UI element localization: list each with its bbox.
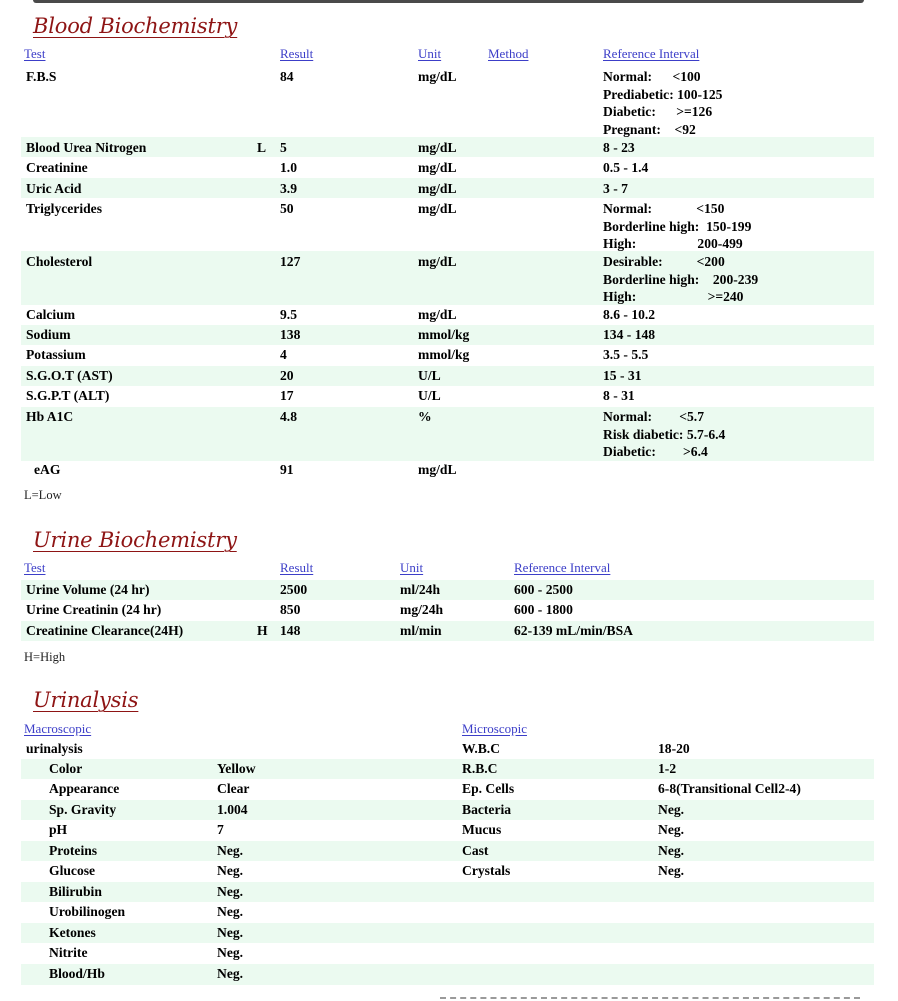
test-name: Calcium: [26, 307, 76, 322]
macro-name: Proteins: [49, 843, 98, 858]
test-name: Potassium: [26, 347, 86, 362]
macro-value: Neg.: [217, 904, 244, 919]
table-row: [21, 137, 874, 157]
macro-value: Neg.: [217, 884, 244, 899]
table-row: [21, 305, 874, 325]
unit: mg/dL: [418, 140, 457, 155]
result-value: 4: [280, 347, 287, 362]
reference-interval: 8.6 - 10.2: [603, 307, 656, 322]
result-value: 50: [280, 201, 294, 216]
reference-interval: 3 - 7: [603, 181, 628, 196]
reference-interval: Normal: <5.7 Risk diabetic: 5.7-6.4 Diabetic: >6.4: [603, 409, 726, 459]
table-row: [21, 157, 874, 178]
macroscopic-header: Macroscopic: [24, 721, 92, 736]
test-name: Hb A1C: [26, 409, 74, 424]
unit: ml/24h: [400, 582, 441, 597]
macro-name: Blood/Hb: [49, 966, 105, 981]
macro-name: Color: [49, 761, 83, 776]
test-name: Triglycerides: [26, 201, 102, 216]
micro-name: Ep. Cells: [462, 781, 515, 796]
result-value: 5: [280, 140, 287, 155]
micro-value: 6-8(Transitional Cell2-4): [658, 781, 801, 796]
unit: mmol/kg: [418, 347, 470, 362]
result-value: 1.0: [280, 160, 297, 175]
test-name: Cholesterol: [26, 254, 93, 269]
table-row: [21, 580, 874, 600]
unit: U/L: [418, 388, 441, 403]
reference-interval: 8 - 31: [603, 388, 635, 403]
unit: U/L: [418, 368, 441, 383]
test-name: Urine Creatinin (24 hr): [26, 602, 162, 617]
result-value: 2500: [280, 582, 308, 597]
micro-value: 18-20: [658, 741, 690, 756]
micro-value: Neg.: [658, 802, 685, 817]
flag: H: [257, 623, 268, 638]
result-value: 127: [280, 254, 301, 269]
result-value: 84: [280, 69, 294, 84]
macro-value: 1.004: [217, 802, 248, 817]
macro-name: Bilirubin: [49, 884, 102, 899]
macro-value: Neg.: [217, 843, 244, 858]
result-value: 850: [280, 602, 301, 617]
result-value: 4.8: [280, 409, 297, 424]
micro-value: Neg.: [658, 863, 685, 878]
test-name: Sodium: [26, 327, 71, 342]
unit: mg/dL: [418, 254, 457, 269]
urinalysis-title: Urinalysis: [33, 688, 139, 712]
macro-name: Urobilinogen: [49, 904, 126, 919]
unit: mg/dL: [418, 307, 457, 322]
macro-value: Neg.: [217, 966, 244, 981]
table-row: [21, 964, 874, 985]
unit: mg/dL: [418, 69, 457, 84]
test-name: Urine Volume (24 hr): [26, 582, 150, 597]
test-name: S.G.P.T (ALT): [26, 388, 110, 403]
result-value: 9.5: [280, 307, 297, 322]
reference-interval: Desirable: <200 Borderline high: 200-239 High: >=240: [603, 254, 759, 304]
blood-footnote: L=Low: [24, 488, 62, 502]
test-name: S.G.O.T (AST): [26, 368, 113, 383]
test-name: eAG: [34, 462, 61, 477]
unit: mmol/kg: [418, 327, 470, 342]
macro-name: pH: [49, 822, 68, 837]
table-row: [21, 841, 874, 861]
unit: mg/dL: [418, 160, 457, 175]
result-value: 148: [280, 623, 301, 638]
micro-name: Bacteria: [462, 802, 512, 817]
reference-interval: 3.5 - 5.5: [603, 347, 649, 362]
result-value: 91: [280, 462, 294, 477]
result-value: 3.9: [280, 181, 297, 196]
blood-header-method: Method: [488, 46, 529, 61]
macro-name: Sp. Gravity: [49, 802, 117, 817]
table-row: [21, 800, 874, 820]
table-row: [21, 759, 874, 779]
reference-interval: Normal: <100 Prediabetic: 100-125 Diabetic: >=126 Pregnant: <92: [603, 69, 723, 137]
test-name: F.B.S: [26, 69, 57, 84]
table-row: [21, 621, 874, 641]
micro-value: Neg.: [658, 843, 685, 858]
table-row: [21, 779, 874, 800]
blood-header-unit: Unit: [418, 46, 442, 61]
blood-header-test: Test: [24, 46, 46, 61]
reference-interval: 0.5 - 1.4: [603, 160, 649, 175]
table-row: [21, 251, 874, 305]
table-row: [21, 943, 874, 964]
table-row: [21, 325, 874, 345]
table-row: [21, 366, 874, 386]
micro-name: W.B.C: [462, 741, 501, 756]
macro-value: Clear: [217, 781, 250, 796]
micro-name: Crystals: [462, 863, 511, 878]
macro-name: Ketones: [49, 925, 96, 940]
micro-name: Cast: [462, 843, 489, 858]
table-row: [21, 386, 874, 407]
urine-footnote: H=High: [24, 650, 66, 664]
result-value: 17: [280, 388, 294, 403]
table-row: [21, 820, 874, 841]
macro-value: Neg.: [217, 925, 244, 940]
urine-header-test: Test: [24, 560, 46, 575]
test-name: Uric Acid: [26, 181, 82, 196]
reference-interval: 8 - 23: [603, 140, 635, 155]
flag: L: [257, 140, 267, 155]
unit: mg/24h: [400, 602, 444, 617]
micro-value: 1-2: [658, 761, 677, 776]
unit: ml/min: [400, 623, 442, 638]
macro-value: Neg.: [217, 863, 244, 878]
table-row: [21, 345, 874, 366]
test-name: Creatinine: [26, 160, 88, 175]
macro-value: Yellow: [217, 761, 256, 776]
table-row: [21, 861, 874, 882]
table-row: [21, 198, 874, 251]
unit: mg/dL: [418, 201, 457, 216]
bottom-divider: [440, 997, 860, 1001]
table-row: [21, 65, 874, 137]
blood-header-reference: Reference Interval: [603, 46, 700, 61]
result-value: 20: [280, 368, 294, 383]
table-row: [21, 882, 874, 902]
macro-name: Appearance: [49, 781, 120, 796]
reference-interval: 600 - 2500: [514, 582, 573, 597]
reference-interval: 134 - 148: [603, 327, 656, 342]
reference-interval: 62-139 mL/min/BSA: [514, 623, 633, 638]
top-divider: [33, 0, 864, 3]
microscopic-header: Microscopic: [462, 721, 527, 736]
macro-group-label: urinalysis: [26, 741, 83, 756]
table-row: [21, 923, 874, 943]
table-row: [21, 407, 874, 461]
test-name: Blood Urea Nitrogen: [26, 140, 147, 155]
urine-header-result: Result: [280, 560, 314, 575]
table-row: [21, 178, 874, 198]
micro-value: Neg.: [658, 822, 685, 837]
reference-interval: 600 - 1800: [514, 602, 573, 617]
urine-header-reference: Reference Interval: [514, 560, 611, 575]
table-row: [21, 902, 874, 923]
macro-value: 7: [217, 822, 224, 837]
unit: mg/dL: [418, 181, 457, 196]
reference-interval: Normal: <150 Borderline high: 150-199 High: 200-499: [603, 201, 752, 251]
table-row: [21, 738, 874, 759]
result-value: 138: [280, 327, 301, 342]
urine-header-unit: Unit: [400, 560, 424, 575]
reference-interval: 15 - 31: [603, 368, 642, 383]
macro-name: Nitrite: [49, 945, 88, 960]
urine-biochemistry-title: Urine Biochemistry: [33, 528, 237, 552]
test-name: Creatinine Clearance(24H): [26, 623, 184, 638]
micro-name: R.B.C: [462, 761, 498, 776]
table-row: [21, 600, 874, 621]
unit: mg/dL: [418, 462, 457, 477]
micro-name: Mucus: [462, 822, 502, 837]
blood-header-result: Result: [280, 46, 314, 61]
table-row: [21, 461, 874, 482]
macro-name: Glucose: [49, 863, 96, 878]
unit: %: [418, 409, 432, 424]
blood-biochemistry-title: Blood Biochemistry: [33, 14, 238, 38]
macro-value: Neg.: [217, 945, 244, 960]
